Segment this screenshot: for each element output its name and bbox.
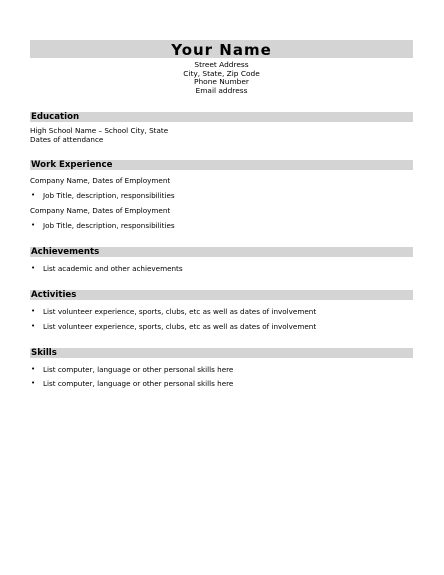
work-job-title: Job Title, description, responsibilities: [43, 190, 175, 200]
activity-item: List volunteer experience, sports, clubs, etc as well as dates of involvement: [43, 306, 317, 316]
activities-heading: Activities: [31, 289, 77, 300]
skill-bullet: •: [31, 364, 36, 373]
work-company: Company Name, Dates of Employment: [30, 176, 171, 185]
achievement-item: List academic and other achievements: [43, 263, 183, 273]
work-heading: Work Experience: [31, 159, 113, 170]
email-address: Email address: [195, 85, 248, 95]
education-school: High School Name – School City, State: [30, 126, 169, 135]
activity-bullet: •: [31, 306, 36, 315]
street-address: Street Address: [194, 60, 249, 69]
phone-number: Phone Number: [194, 77, 249, 86]
skill-item: List computer, language or other personal skills here: [43, 364, 234, 374]
education-heading: Education: [31, 111, 80, 122]
work-company: Company Name, Dates of Employment: [30, 206, 171, 215]
skill-item: List computer, language or other personal skills here: [43, 378, 234, 388]
education-bar: [30, 112, 413, 122]
work-bullet: •: [31, 220, 36, 229]
skills-heading: Skills: [31, 347, 57, 358]
achievements-heading: Achievements: [31, 246, 100, 257]
skills-bar: [30, 348, 413, 358]
activity-bullet: •: [31, 321, 36, 330]
education-dates: Dates of attendance: [30, 134, 104, 144]
activities-bar: [30, 290, 413, 300]
work-job-title: Job Title, description, responsibilities: [43, 220, 175, 230]
candidate-name: Your Name: [171, 41, 272, 59]
achievement-bullet: •: [31, 263, 36, 272]
work-bullet: •: [31, 190, 36, 199]
activity-item: List volunteer experience, sports, clubs, etc as well as dates of involvement: [43, 321, 317, 331]
skill-bullet: •: [31, 378, 36, 387]
city-state-zip: City, State, Zip Code: [183, 68, 260, 78]
